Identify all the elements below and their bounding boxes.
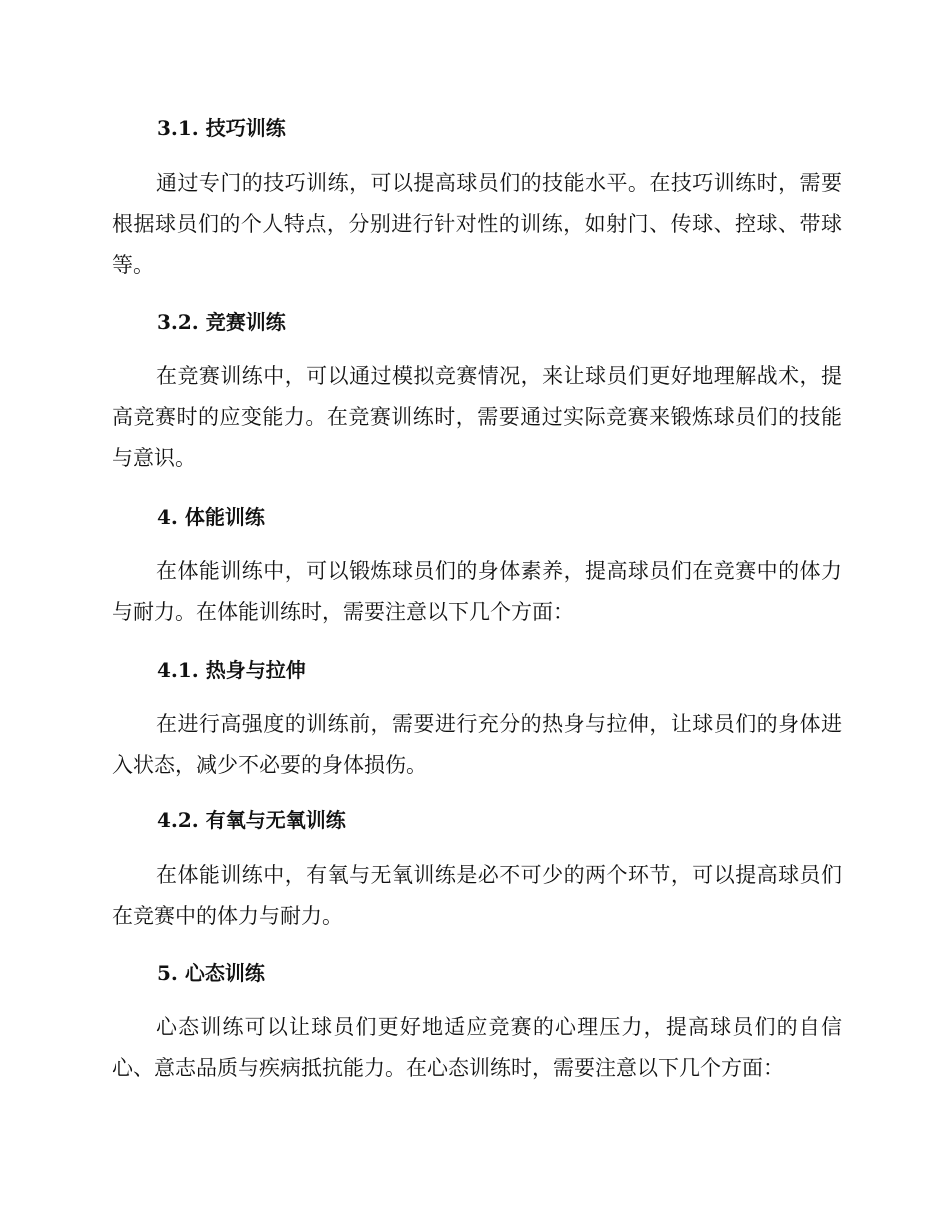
- section-heading: 3.2. 竞赛训练: [157, 310, 286, 334]
- section-heading: 5. 心态训练: [157, 961, 265, 985]
- section-paragraph: 心态训练可以让球员们更好地适应竞赛的心理压力，提高球员们的自信心、意志品质与疾病抵抗能力。在心态训练时，需要注意以下几个方面：: [112, 1015, 842, 1080]
- section-heading: 3.1. 技巧训练: [157, 116, 286, 140]
- section-heading: 4.1. 热身与拉伸: [157, 658, 306, 682]
- section-paragraph: 在竞赛训练中，可以通过模拟竞赛情况，来让球员们更好地理解战术，提高竞赛时的应变能力。在竞赛训练时，需要通过实际竞赛来锻炼球员们的技能与意识。: [112, 364, 842, 470]
- section-paragraph: 在体能训练中，可以锻炼球员们的身体素养，提高球员们在竞赛中的体力与耐力。在体能训练时，需要注意以下几个方面：: [112, 559, 842, 624]
- section-heading: 4. 体能训练: [157, 505, 265, 529]
- section-paragraph: 在进行高强度的训练前，需要进行充分的热身与拉伸，让球员们的身体进入状态，减少不必要的身体损伤。: [112, 712, 842, 777]
- section-paragraph: 在体能训练中，有氧与无氧训练是必不可少的两个环节，可以提高球员们在竞赛中的体力与耐力。: [112, 863, 842, 928]
- section-paragraph: 通过专门的技巧训练，可以提高球员们的技能水平。在技巧训练时，需要根据球员们的个人特点，分别进行针对性的训练，如射门、传球、控球、带球等。: [112, 171, 842, 277]
- section-heading: 4.2. 有氧与无氧训练: [157, 808, 346, 832]
